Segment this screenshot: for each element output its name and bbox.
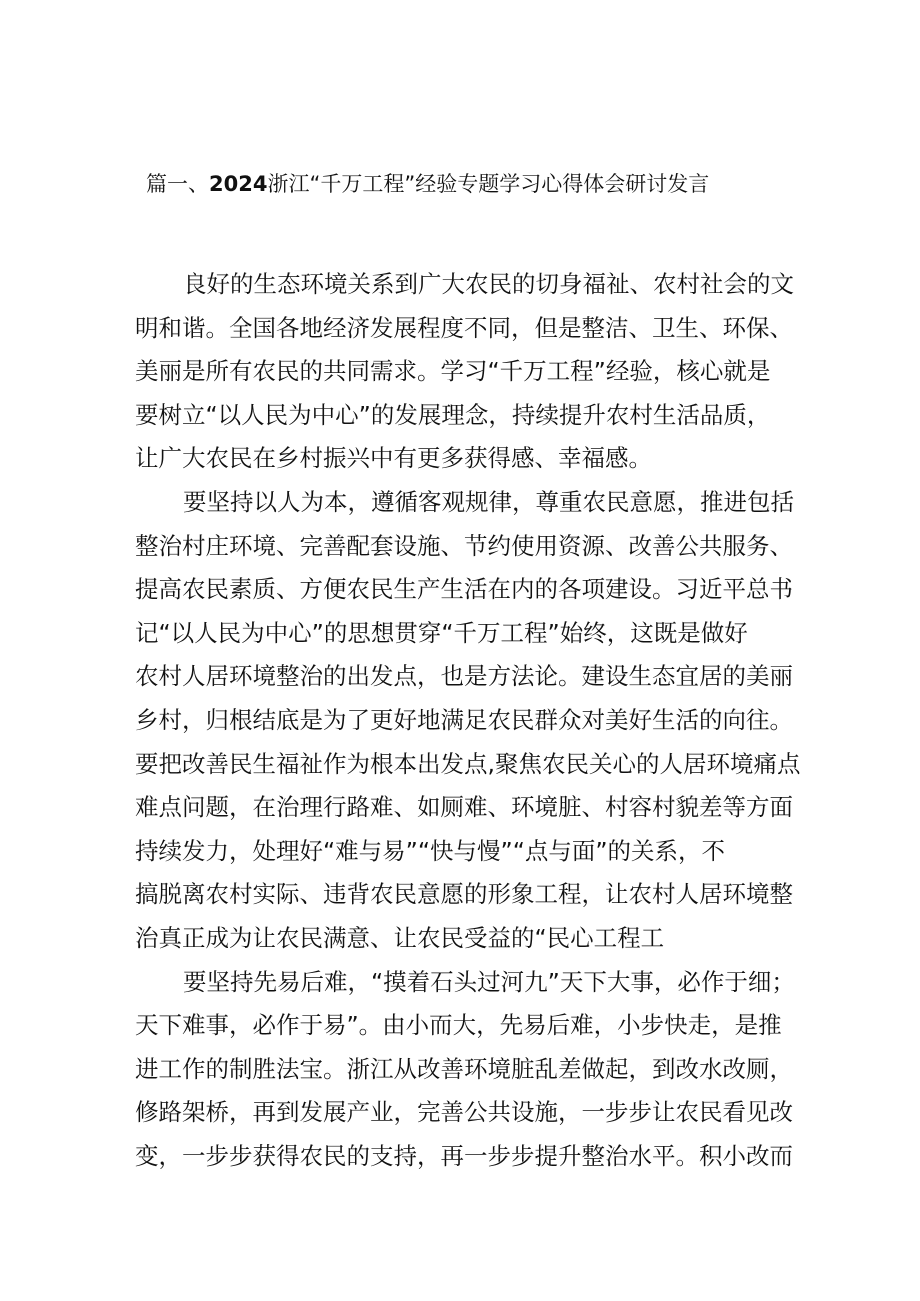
paragraph-2-line: 搞脱离农村实际、违背农民意愿的形象工程，让农村人居环境整 bbox=[135, 880, 793, 909]
title-rest: 浙江“千万工程”经验专题学习心得体会研讨发言 bbox=[267, 172, 710, 196]
paragraph-2-line: 农村人居环境整治的出发点，也是方法论。建设生态宜居的美丽 bbox=[135, 662, 793, 691]
paragraph-2-line: 提高农民素质、方便农民生产生活在内的各项建设。习近平总书 bbox=[135, 575, 793, 604]
paragraph-2-line: 要坚持以人为本，遵循客观规律，尊重农民意愿，推进包括 bbox=[183, 487, 794, 516]
title-prefix: 篇一、 bbox=[146, 172, 209, 196]
paragraph-1-line: 让广大农民在乡村振兴中有更多获得感、幸福感。 bbox=[135, 444, 652, 473]
paragraph-2-line: 记“以人民为中心”的思想贯穿“千万工程”始终，这既是做好 bbox=[135, 618, 748, 647]
paragraph-3-line: 变，一步步获得农民的支持，再一步步提升整治水平。积小改而 bbox=[135, 1141, 793, 1170]
paragraph-3-line: 天下难事，必作于易”。由小而大，先易后难，小步快走，是推 bbox=[135, 1011, 782, 1040]
paragraph-3-line: 要坚持先易后难，“摸着石头过河九”天下大事，必作于细； bbox=[183, 967, 795, 996]
paragraph-3-line: 修路架桥，再到发展产业，完善公共设施，一步步让农民看见改 bbox=[135, 1098, 793, 1127]
paragraph-3-line: 进工作的制胜法宝。浙江从改善环境脏乱差做起，到改水改厕， bbox=[135, 1054, 793, 1083]
paragraph-2-line: 持续发力，处理好“难与易”“快与慢”“点与面”的关系，不 bbox=[135, 836, 726, 865]
paragraph-1-line: 美丽是所有农民的共同需求。学习“千万工程”经验，核心就是 bbox=[135, 357, 771, 386]
paragraph-1-line: 要树立“以人民为中心”的发展理念，持续提升农村生活品质， bbox=[135, 400, 771, 429]
paragraph-1-line: 明和谐。全国各地经济发展程度不同，但是整洁、卫生、环保、 bbox=[135, 313, 793, 342]
document-body bbox=[135, 263, 825, 1178]
document-title bbox=[146, 170, 709, 198]
paragraph-2-line: 要把改善民生福祉作为根本出发点,聚焦农民关心的人居环境痛点 bbox=[135, 749, 801, 778]
title-year: 2024 bbox=[209, 172, 268, 196]
paragraph-2-line: 治真正成为让农民满意、让农民受益的“民心工程工 bbox=[135, 923, 665, 952]
paragraph-2-line: 乡村，归根结底是为了更好地满足农民群众对美好生活的向往。 bbox=[135, 705, 793, 734]
paragraph-2-line: 整治村庄环境、完善配套设施、节约使用资源、改善公共服务、 bbox=[135, 531, 793, 560]
paragraph-1-line: 良好的生态环境关系到广大农民的切身福祉、农村社会的文 bbox=[183, 270, 794, 298]
paragraph-2-line: 难点问题，在治理行路难、如厕难、环境脏、村容村貌差等方面 bbox=[135, 793, 793, 822]
